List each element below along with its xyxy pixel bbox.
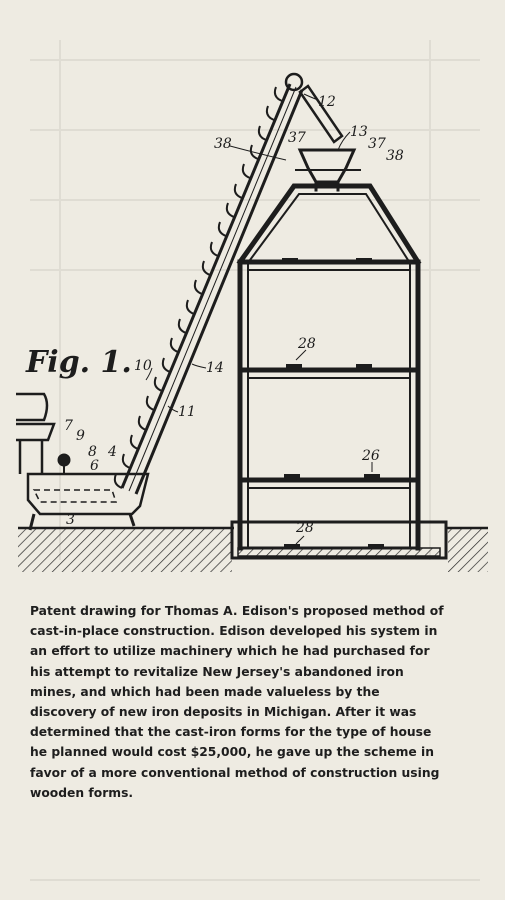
floor-blocks xyxy=(282,258,384,549)
label-37-right: 37 xyxy=(368,136,386,152)
label-10: 10 xyxy=(134,358,152,374)
figure-label: Fig. 1. xyxy=(26,345,132,380)
label-38-left: 38 xyxy=(214,136,232,152)
label-26: 26 xyxy=(362,448,380,464)
reference-labels xyxy=(25,94,404,536)
house-structure xyxy=(232,150,446,558)
label-28-bottom: 28 xyxy=(296,520,314,536)
label-7: 7 xyxy=(64,418,73,434)
label-38-right: 38 xyxy=(386,148,404,164)
label-12: 12 xyxy=(318,94,336,110)
label-13: 13 xyxy=(350,124,368,140)
label-4: 4 xyxy=(108,444,117,460)
label-37-left: 37 xyxy=(288,130,306,146)
label-11: 11 xyxy=(178,404,196,420)
label-3: 3 xyxy=(66,512,75,528)
label-28-middle: 28 xyxy=(298,336,316,352)
label-9: 9 xyxy=(76,428,85,444)
label-14: 14 xyxy=(206,360,224,376)
figure-caption: Patent drawing for Thomas A. Edison's proposed method of cast-in-place construction. Edison developed his system in an effort to utilize machinery which he had purchased for his attempt to revitalize New Jersey's abandoned iron mines, and which had been made valueless by the discovery of new iron deposits in Michigan. After it was determined that the cast-iron forms for the type of house he planned would cost $25,000, he gave up the scheme in favor of a more conventional method of construction using wooden forms. xyxy=(30,604,444,800)
label-8: 8 xyxy=(88,444,97,460)
label-6: 6 xyxy=(90,458,99,474)
mixer-trough xyxy=(16,394,148,530)
